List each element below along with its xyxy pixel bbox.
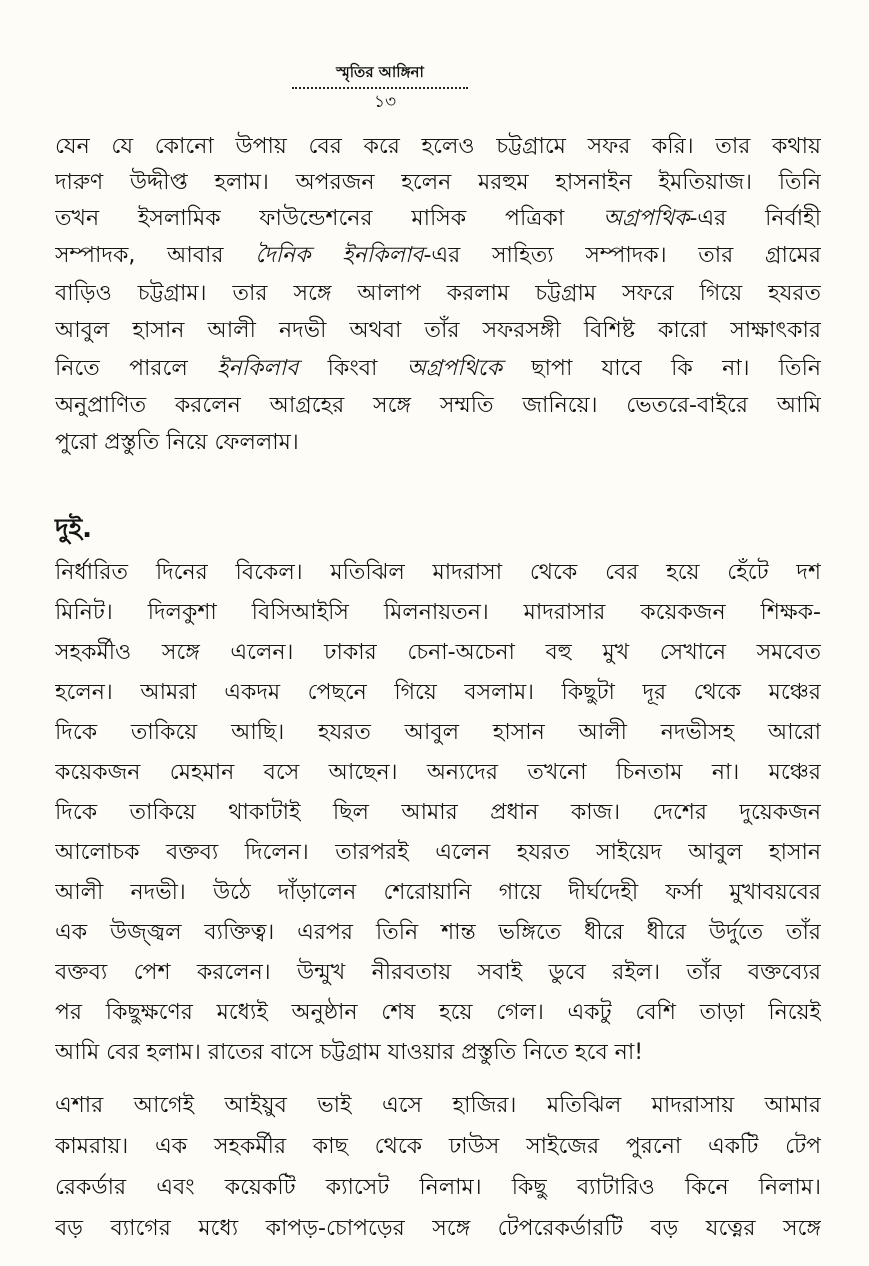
text-line: অনুপ্রাণিত করলেন আগ্রহের সঙ্গে সম্মতি জানিয়ে। ভেতরে-বাইরে আমি — [55, 393, 821, 418]
text-line: কামরায়। এক সহকর্মীর কাছ থেকে ঢাউস সাইজের পুরনো একটি টেপ — [55, 1134, 821, 1159]
text-line: নির্ধারিত দিনের বিকেল। মতিঝিল মাদরাসা থেকে বের হয়ে হেঁটে দশ — [55, 560, 821, 585]
text-line: এশার আগেই আইয়ুব ভাই এসে হাজির। মতিঝিল মাদরাসায় আমার — [55, 1093, 821, 1118]
text-line: পর কিছুক্ষণের মধ্যেই অনুষ্ঠান শেষ হয়ে গেল। একটু বেশি তাড়া নিয়েই — [55, 1000, 821, 1025]
text-line: বক্তব্য পেশ করলেন। উন্মুখ নীরবতায় সবাই ডুবে রইল। তাঁর বক্তব্যের — [55, 960, 821, 985]
text-line — [55, 201, 821, 237]
text-line — [55, 351, 821, 387]
text-segment: ছাপা যাবে কি না। তিনি — [501, 356, 821, 381]
text-line: আলী নদভী। উঠে দাঁড়ালেন শেরোয়ানি গায়ে দীর্ঘদেহী ফর্সা মুখাবয়বের — [55, 880, 821, 905]
text-line: মিনিট। দিলকুশা বিসিআইসি মিলনায়তন। মাদরাসার কয়েকজন শিক্ষক- — [55, 600, 821, 625]
italic-title: ইনকিলাব — [217, 356, 299, 381]
text-line: বড় ব্যাগের মধ্যে কাপড়-চোপড়ের সঙ্গে টেপরেকর্ডারটি বড় যত্নের সঙ্গে — [55, 1216, 821, 1241]
text-segment: তখন ইসলামিক ফাউন্ডেশনের মাসিক পত্রিকা — [55, 206, 604, 231]
text-segment: নিতে পারলে — [55, 356, 218, 381]
italic-title: অগ্রপথিকে — [406, 356, 502, 381]
text-line: কয়েকজন মেহমান বসে আছেন। অন্যদের তখনো চিনতাম না। মঞ্চের — [55, 760, 821, 785]
text-line: সহকর্মীও সঙ্গে এলেন। ঢাকার চেনা-অচেনা বহু মুখ সেখানে সমবেত — [55, 640, 821, 665]
text-line: আলোচক বক্তব্য দিলেন। তারপরই এলেন হযরত সাইয়েদ আবুল হাসান — [55, 840, 821, 865]
text-segment: সম্পাদক, আবার — [55, 243, 256, 268]
running-title: স্মৃতির আঙ্গিনা — [336, 63, 424, 81]
text-line: বাড়িও চট্টগ্রাম। তার সঙ্গে আলাপ করলাম চট্টগ্রাম সফরে গিয়ে হযরত — [55, 281, 821, 306]
text-segment: -এর নির্বাহী — [689, 206, 821, 231]
text-segment: -এর সাহিত্য সম্পাদক। তার গ্রামের — [423, 243, 821, 268]
text-line: এক উজ্জ্বল ব্যক্তিত্ব। এরপর তিনি শান্ত ভঙ্গিতে ধীরে ধীরে উর্দুতে তাঁর — [55, 920, 821, 945]
text-line: পুরো প্রস্তুতি নিয়ে ফেললাম। — [55, 430, 299, 455]
text-line: দিকে তাকিয়ে আছি। হযরত আবুল হাসান আলী নদভীসহ আরো — [55, 720, 821, 745]
text-line: দিকে তাকিয়ে থাকাটাই ছিল আমার প্রধান কাজ। দেশের দুয়েকজন — [55, 800, 821, 825]
text-line: যেন যে কোনো উপায় বের করে হলেও চট্টগ্রামে সফর করি। তার কথায় — [55, 134, 821, 159]
section-heading: দুই. — [55, 514, 93, 544]
page-number: ১৩ — [373, 92, 397, 112]
text-segment: কিংবা — [298, 356, 407, 381]
italic-title: দৈনিক ইনকিলাব — [255, 243, 424, 268]
text-line: দারুণ উদ্দীপ্ত হলাম। অপরজন হলেন মরহুম হাসনাইন ইমতিয়াজ। তিনি — [55, 170, 821, 195]
text-line: আবুল হাসান আলী নদভী অথবা তাঁর সফরসঙ্গী বিশিষ্ট কারো সাক্ষাৎকার — [55, 318, 821, 343]
italic-title: অগ্রপথিক — [603, 206, 690, 231]
running-title-dotted-rule — [292, 87, 468, 89]
text-line: হলেন। আমরা একদম পেছনে গিয়ে বসলাম। কিছুটা দূর থেকে মঞ্চের — [55, 680, 821, 705]
text-line — [55, 238, 821, 274]
text-line: আমি বের হলাম। রাতের বাসে চট্টগ্রাম যাওয়ার প্রস্তুতি নিতে হবে না! — [55, 1040, 644, 1065]
text-line: রেকর্ডার এবং কয়েকটি ক্যাসেট নিলাম। কিছু ব্যাটারিও কিনে নিলাম। — [55, 1175, 821, 1200]
